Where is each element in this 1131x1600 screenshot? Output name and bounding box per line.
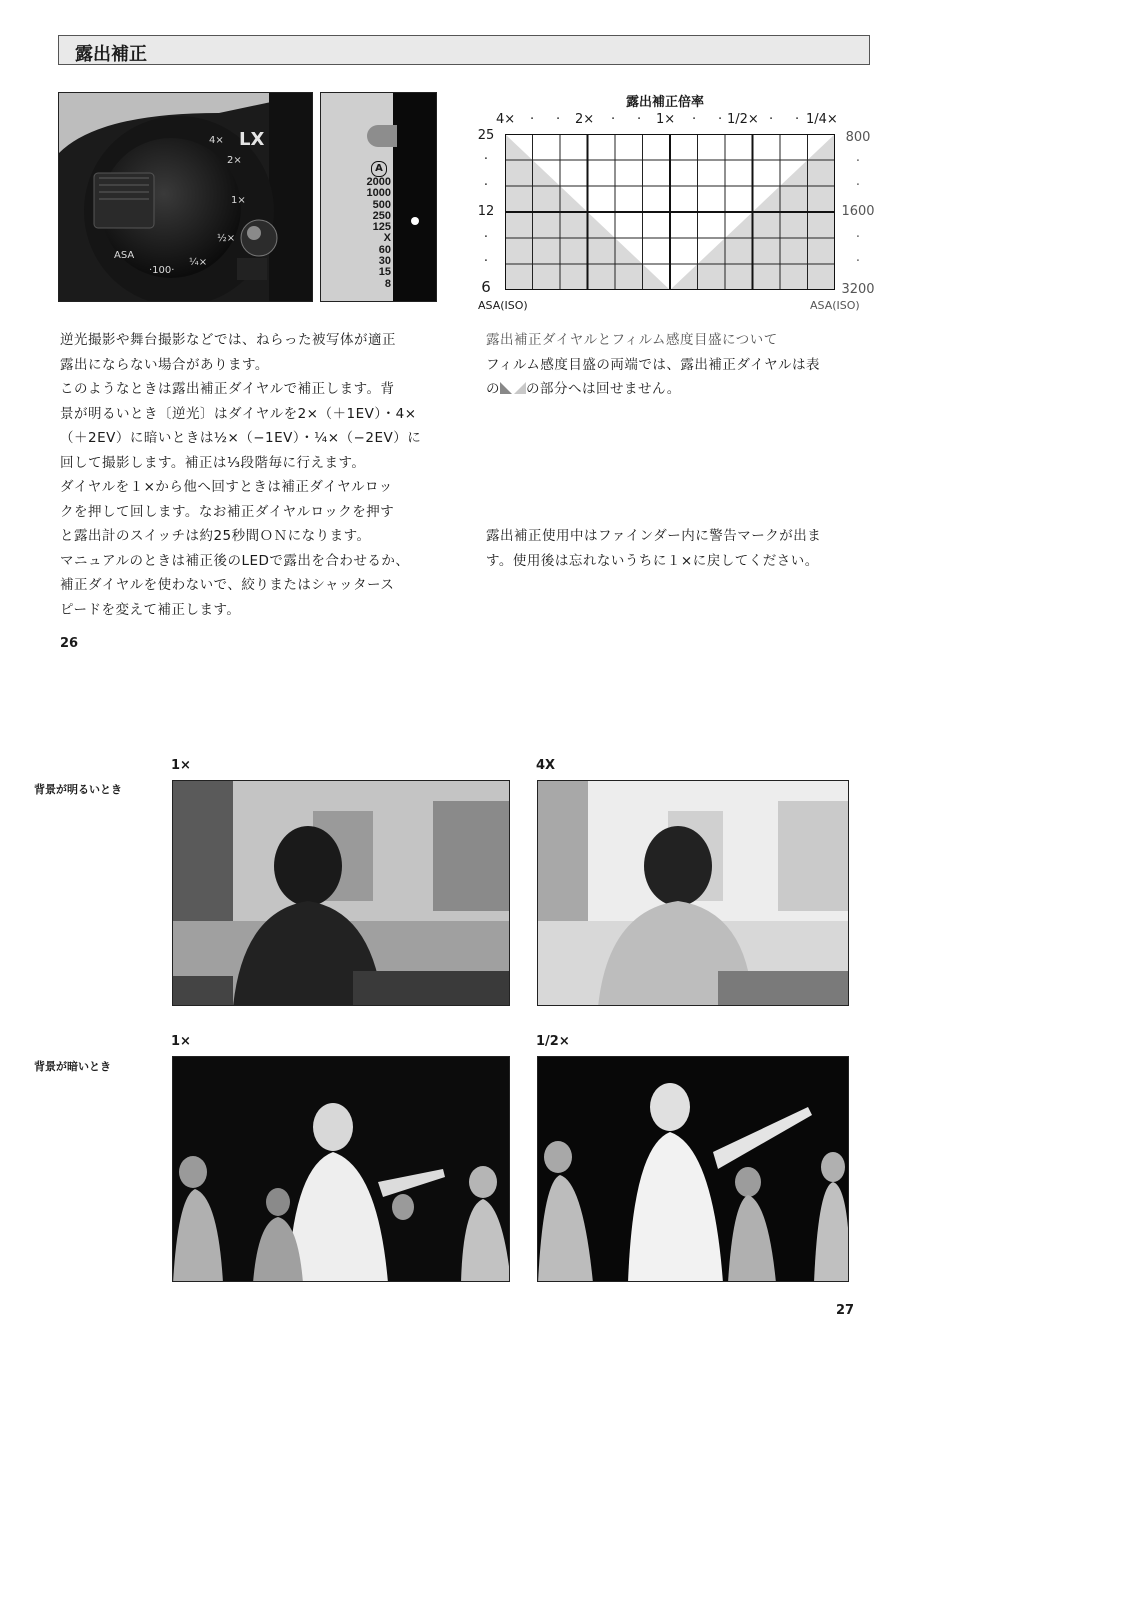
- text-line: 景が明るいとき〔逆光〕はダイヤルを2×（＋1EV）・4×: [60, 405, 417, 422]
- asa-value: ·100·: [149, 265, 175, 276]
- left-tick: ·: [483, 178, 489, 193]
- text-line: 逆光撮影や舞台撮影などでは、ねらった被写体が適正: [60, 332, 396, 348]
- example-photo-bright-4x: [537, 780, 849, 1006]
- shutter-speed-list: [351, 177, 391, 290]
- top-tick: ·: [556, 112, 561, 127]
- right-body-text-bottom: [486, 524, 876, 573]
- caption-bright-4x: 4X: [536, 758, 556, 773]
- page-number-right: 27: [836, 1303, 855, 1318]
- speed-item: 125: [372, 221, 391, 234]
- chart-right-ticks: [838, 130, 878, 300]
- brand-mark: LX: [239, 129, 265, 150]
- left-body-text: [60, 328, 460, 622]
- top-tick: 1/4×: [806, 112, 838, 127]
- asa-label: ASA: [114, 250, 135, 261]
- right-tick: 1600: [841, 204, 875, 219]
- speed-item: 250: [372, 209, 391, 222]
- bright-background-label: 背景が明るいとき: [34, 783, 122, 796]
- left-unit: ASA(ISO): [478, 299, 528, 312]
- example-photo-dark-1x: [172, 1056, 510, 1282]
- speed-item: 60: [378, 243, 391, 256]
- text-line: す。使用後は忘れないうちに１×に戻してください。: [486, 552, 819, 569]
- text-line: [486, 377, 876, 402]
- speed-item: 15: [378, 266, 391, 279]
- text-line: 露出にならない場合があります。: [60, 356, 269, 373]
- right-tick: ·: [855, 178, 861, 193]
- shutter-dial-photo: [320, 92, 437, 302]
- text-line: このようなときは露出補正ダイヤルで補正します。背: [60, 381, 395, 397]
- text-fragment: の: [486, 381, 500, 397]
- speed-item: 30: [378, 255, 391, 268]
- text-line: と露出計のスイッチは約25秒間ＯＮになります。: [60, 528, 371, 544]
- speed-item: 1000: [366, 187, 391, 200]
- top-tick: ·: [692, 112, 697, 127]
- text-fragment: の部分へは回せません。: [526, 381, 681, 397]
- text-line: マニュアルのときは補正後のLEDで露出を合わせるか、: [60, 552, 410, 569]
- top-tick: 1×: [656, 112, 676, 127]
- text-line: ピードを変えて補正します。: [60, 601, 241, 618]
- speed-item: 2000: [366, 176, 391, 188]
- left-tick: 25: [477, 128, 495, 143]
- top-tick: 2×: [575, 112, 595, 127]
- left-tick: 6: [481, 278, 491, 296]
- dial-mark-1x: 1×: [231, 195, 246, 206]
- speed-item: 500: [372, 198, 391, 211]
- text-line: ダイヤルを１×から他へ回すときは補正ダイヤルロッ: [60, 479, 393, 495]
- dial-mark-half: ½×: [217, 233, 236, 244]
- right-tick: ·: [855, 230, 861, 245]
- right-body-text-top: [486, 328, 876, 402]
- camera-dial-illustration: [59, 93, 313, 302]
- right-tick: 3200: [841, 282, 875, 297]
- top-tick: ·: [637, 112, 642, 127]
- page-number-left: 26: [60, 636, 79, 651]
- speed-item: X: [383, 232, 391, 245]
- top-tick: ·: [611, 112, 616, 127]
- top-tick: ·: [769, 112, 774, 127]
- dial-mark-2x: 2×: [227, 155, 242, 166]
- text-line: 露出補正使用中はファインダー内に警告マークが出ま: [486, 528, 822, 544]
- right-tick: ·: [855, 154, 861, 169]
- shaded-region-symbol: [500, 382, 526, 394]
- top-tick: ·: [795, 112, 800, 127]
- caption-bright-1x: 1×: [171, 758, 191, 773]
- page-title: 露出補正: [75, 44, 147, 65]
- chart-title: 露出補正倍率: [625, 95, 704, 110]
- example-photo-bright-1x: [172, 780, 510, 1006]
- left-tick: ·: [483, 152, 489, 167]
- text-line: クを押して回します。なお補正ダイヤルロックを押す: [60, 503, 395, 520]
- auto-mark: [371, 161, 387, 177]
- note-heading: 露出補正ダイヤルとフィルム感度目盛について: [486, 332, 778, 348]
- chart-left-ticks: [475, 128, 497, 298]
- auto-mark-text: A: [375, 163, 383, 174]
- caption-dark-half: 1/2×: [536, 1034, 570, 1049]
- right-unit: ASA(ISO): [810, 299, 860, 312]
- text-line: 回して撮影します。補正は⅓段階毎に行えます。: [60, 454, 366, 471]
- text-line: （＋2EV）に暗いときは½×（−1EV）・¼×（−2EV）に: [60, 430, 422, 446]
- text-line: フィルム感度目盛の両端では、露出補正ダイヤルは表: [486, 356, 820, 373]
- dark-background-label: 背景が暗いとき: [34, 1060, 111, 1073]
- section-title-bar: [58, 35, 870, 65]
- top-tick: 4×: [496, 112, 516, 127]
- left-tick: ·: [483, 254, 489, 269]
- dial-mark-quarter: ¼×: [189, 257, 208, 268]
- left-tick: 12: [477, 204, 495, 219]
- top-tick: ·: [530, 112, 535, 127]
- speed-item: 8: [384, 277, 391, 290]
- example-photo-dark-half: [537, 1056, 849, 1282]
- right-tick: 800: [845, 130, 871, 145]
- camera-dial-photo: [58, 92, 313, 302]
- top-tick: 1/2×: [727, 112, 759, 127]
- caption-dark-1x: 1×: [171, 1034, 191, 1049]
- chart-top-ticks: [498, 112, 848, 130]
- text-line: 補正ダイヤルを使わないで、絞りまたはシャッタース: [60, 577, 395, 593]
- dial-mark-4x: 4×: [209, 135, 224, 146]
- compensation-grid: [505, 134, 835, 290]
- top-tick: ·: [718, 112, 723, 127]
- right-tick: ·: [855, 254, 861, 269]
- index-dot: [411, 217, 419, 225]
- left-tick: ·: [483, 230, 489, 245]
